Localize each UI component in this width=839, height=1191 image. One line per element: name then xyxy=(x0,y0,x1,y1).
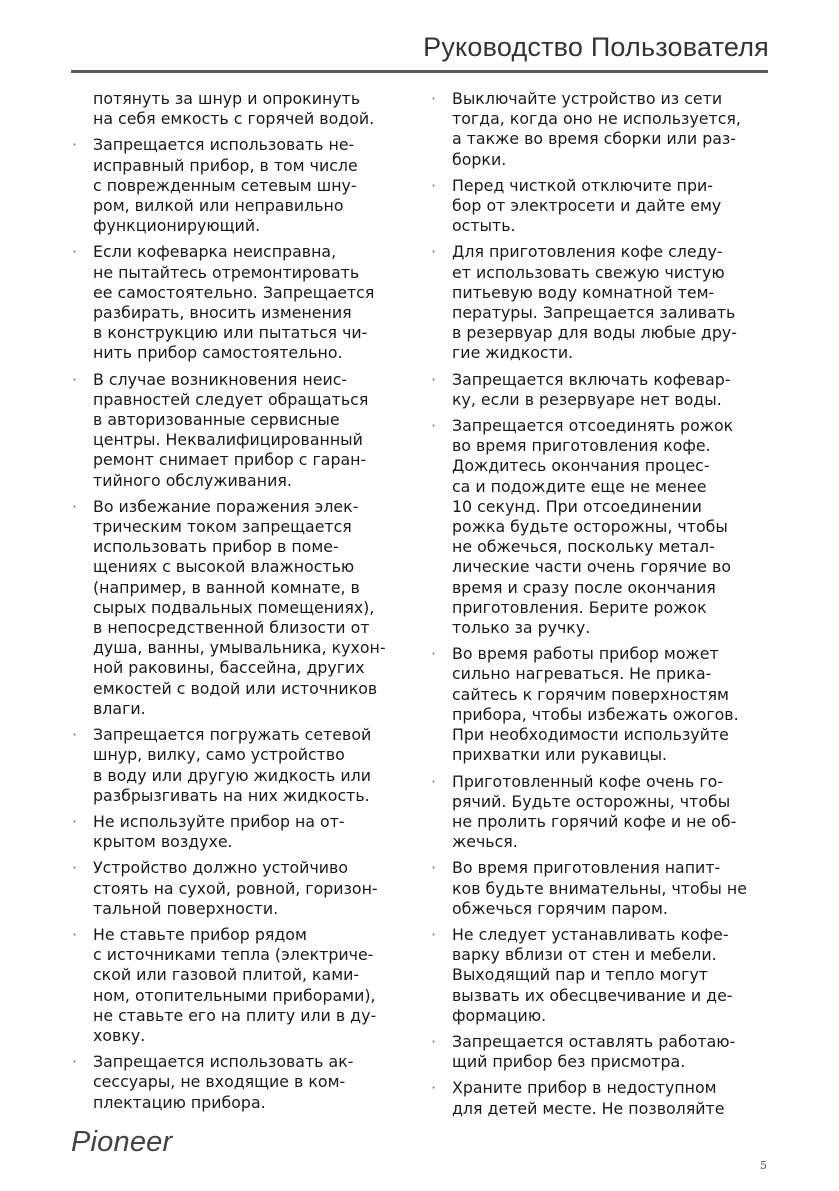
text-line: ков будьте внимательны, чтобы не xyxy=(452,878,747,898)
bullet-item xyxy=(452,1032,772,1072)
right-text-column xyxy=(452,89,772,1125)
bullet-item xyxy=(93,370,413,491)
text-line: душа, ванны, умывальника, кухон- xyxy=(93,638,386,658)
text-line: в резервуар для воды любые дру- xyxy=(452,323,737,343)
text-line: Дождитесь окончания процес- xyxy=(452,456,710,476)
bullet-item xyxy=(452,176,772,237)
bullet-item xyxy=(93,812,413,852)
text-line: борки. xyxy=(452,149,507,169)
text-line: для детей месте. Не позволяйте xyxy=(452,1098,725,1118)
header-divider xyxy=(71,70,768,73)
text-line: плектацию прибора. xyxy=(93,1092,266,1112)
text-line: щий прибор без присмотра. xyxy=(452,1052,686,1072)
text-line: · Не следует устанавливать кофе- xyxy=(452,924,729,944)
text-line: тогда, когда оно не используется, xyxy=(452,109,741,129)
paragraph-continuation xyxy=(93,89,413,129)
text-line: функционирующий. xyxy=(93,216,261,236)
text-line: использовать прибор в поме- xyxy=(93,537,339,557)
left-text-column xyxy=(93,89,413,1119)
text-line: гие жидкости. xyxy=(452,343,574,363)
text-line: прибора, чтобы избежать ожогов. xyxy=(452,704,739,724)
text-line: остыть. xyxy=(452,216,516,236)
bullet-item xyxy=(452,416,772,638)
text-line: (например, в ванной комнате, в xyxy=(93,577,360,597)
text-line: бор от электросети и дайте ему xyxy=(452,196,722,216)
text-line: жечься. xyxy=(452,832,518,852)
text-line: сырых подвальных помещениях), xyxy=(93,597,375,617)
text-line: обжечься горячим паром. xyxy=(452,898,668,918)
text-line: са и подождите еще не менее xyxy=(452,476,707,496)
text-line: не пролить горячий кофе и не об- xyxy=(452,811,737,831)
text-line: сильно нагреваться. Не прика- xyxy=(452,664,712,684)
text-line: Выходящий пар и тепло могут xyxy=(452,965,708,985)
text-line: в авторизованные сервисные xyxy=(93,410,340,430)
text-line: рожка будьте осторожны, чтобы xyxy=(452,517,728,537)
text-line: формацию. xyxy=(452,1005,547,1025)
text-line: · Не используйте прибор на от- xyxy=(93,811,345,831)
text-line: При необходимости используйте xyxy=(452,725,729,745)
text-line: центры. Неквалифицированный xyxy=(93,430,363,450)
text-line: лические части очень горячие во xyxy=(452,557,732,577)
text-line: исправный прибор, в том числе xyxy=(93,155,358,175)
text-line: в непосредственной близости от xyxy=(93,618,370,638)
bullet-item xyxy=(93,1052,413,1113)
text-line: влаги. xyxy=(93,698,146,718)
text-line: варку вблизи от стен и мебели. xyxy=(452,945,717,965)
text-line: шнур, вилку, само устройство xyxy=(93,745,345,765)
text-line: вызвать их обесцвечивание и де- xyxy=(452,985,733,1005)
text-line: · Перед чисткой отключите при- xyxy=(452,175,713,195)
text-line: щениях с высокой влажностью xyxy=(93,557,355,577)
text-line: приготовления. Берите рожок xyxy=(452,597,707,617)
text-line: ром, вилкой или неправильно xyxy=(93,196,344,216)
text-line: ет использовать свежую чистую xyxy=(452,262,725,282)
page-header-title: Руководство Пользователя xyxy=(423,32,769,62)
text-line: · Приготовленный кофе очень го- xyxy=(452,771,724,791)
text-line: ской или газовой плитой, ками- xyxy=(93,965,360,985)
text-line: с источниками тепла (электриче- xyxy=(93,945,374,965)
text-line: только за ручку. xyxy=(452,618,591,638)
text-line: · Устройство должно устойчиво xyxy=(93,858,349,878)
text-line: · Во время приготовления напит- xyxy=(452,858,721,878)
bullet-item xyxy=(452,89,772,170)
text-line: · Во избежание поражения элек- xyxy=(93,496,359,516)
bullet-item xyxy=(452,772,772,853)
text-line: · Во время работы прибор может xyxy=(452,644,719,664)
text-line: питьевую воду комнатной тем- xyxy=(452,282,715,302)
text-line: не ставьте его на плиту или в ду- xyxy=(93,1005,377,1025)
text-line: разбирать, вносить изменения xyxy=(93,303,352,323)
text-line: · Запрещается погружать сетевой xyxy=(93,725,372,745)
bullet-item xyxy=(93,497,413,719)
text-line: а также во время сборки или раз- xyxy=(452,129,736,149)
text-line: нить прибор самостоятельно. xyxy=(93,343,343,363)
text-line: · Для приготовления кофе следу- xyxy=(452,242,723,262)
brand-logo: Pioneer xyxy=(71,1126,173,1158)
bullet-item xyxy=(452,644,772,765)
text-line: сайтесь к горячим поверхностям xyxy=(452,684,729,704)
text-line: · В случае возникновения неис- xyxy=(93,369,348,389)
text-line: ку, если в резервуаре нет воды. xyxy=(452,389,722,409)
text-line: разбрызгивать на них жидкость. xyxy=(93,785,370,805)
text-line: емкостей с водой или источников xyxy=(93,678,378,698)
text-line: ховку. xyxy=(93,1025,146,1045)
text-line: во время приготовления кофе. xyxy=(452,436,711,456)
text-line: ной раковины, бассейна, других xyxy=(93,658,365,678)
text-line: ном, отопительными приборами), xyxy=(93,985,376,1005)
bullet-item xyxy=(452,858,772,919)
bullet-item xyxy=(452,1078,772,1118)
text-line: · Храните прибор в недоступном xyxy=(452,1078,717,1098)
text-line: сессуары, не входящие в ком- xyxy=(93,1072,346,1092)
text-line: · Запрещается включать кофевар- xyxy=(452,369,731,389)
text-line: не обжечься, поскольку метал- xyxy=(452,537,715,557)
text-line: · Запрещается отсоединять рожок xyxy=(452,416,734,436)
text-line: · Запрещается оставлять работаю- xyxy=(452,1031,736,1051)
text-line: в воду или другую жидкость или xyxy=(93,765,371,785)
text-line: правностей следует обращаться xyxy=(93,389,369,409)
bullet-item xyxy=(452,925,772,1026)
text-line: · Не ставьте прибор рядом xyxy=(93,924,307,944)
bullet-item xyxy=(93,135,413,236)
text-line: пературы. Запрещается заливать xyxy=(452,303,736,323)
bullet-item xyxy=(93,725,413,806)
text-line: время и сразу после окончания xyxy=(452,577,716,597)
bullet-item xyxy=(452,242,772,363)
text-line: на себя емкость с горячей водой. xyxy=(93,109,375,129)
text-line: крытом воздухе. xyxy=(93,832,233,852)
bullet-item xyxy=(452,370,772,410)
text-line: трическим током запрещается xyxy=(93,517,352,537)
bullet-item xyxy=(93,925,413,1046)
page-number: 5 xyxy=(760,1159,767,1172)
bullet-item xyxy=(93,858,413,919)
text-line: ее самостоятельно. Запрещается xyxy=(93,282,375,302)
bullet-item xyxy=(93,242,413,363)
text-line: стоять на сухой, ровной, горизон- xyxy=(93,878,378,898)
text-line: с поврежденным сетевым шну- xyxy=(93,175,357,195)
text-line: · Выключайте устройство из сети xyxy=(452,89,723,108)
text-line: тальной поверхности. xyxy=(93,898,279,918)
text-line: тийного обслуживания. xyxy=(93,470,292,490)
text-line: потянуть за шнур и опрокинуть xyxy=(93,89,361,108)
text-line: рячий. Будьте осторожны, чтобы xyxy=(452,791,731,811)
text-line: не пытайтесь отремонтировать xyxy=(93,262,360,282)
text-line: прихватки или рукавицы. xyxy=(452,745,668,765)
text-line: ремонт снимает прибор с гаран- xyxy=(93,450,367,470)
text-line: 10 секунд. При отсоединении xyxy=(452,496,702,516)
text-line: в конструкцию или пытаться чи- xyxy=(93,323,368,343)
text-line: · Запрещается использовать не- xyxy=(93,135,355,155)
text-line: · Если кофеварка неисправна, xyxy=(93,242,337,262)
text-line: · Запрещается использовать ак- xyxy=(93,1052,354,1072)
